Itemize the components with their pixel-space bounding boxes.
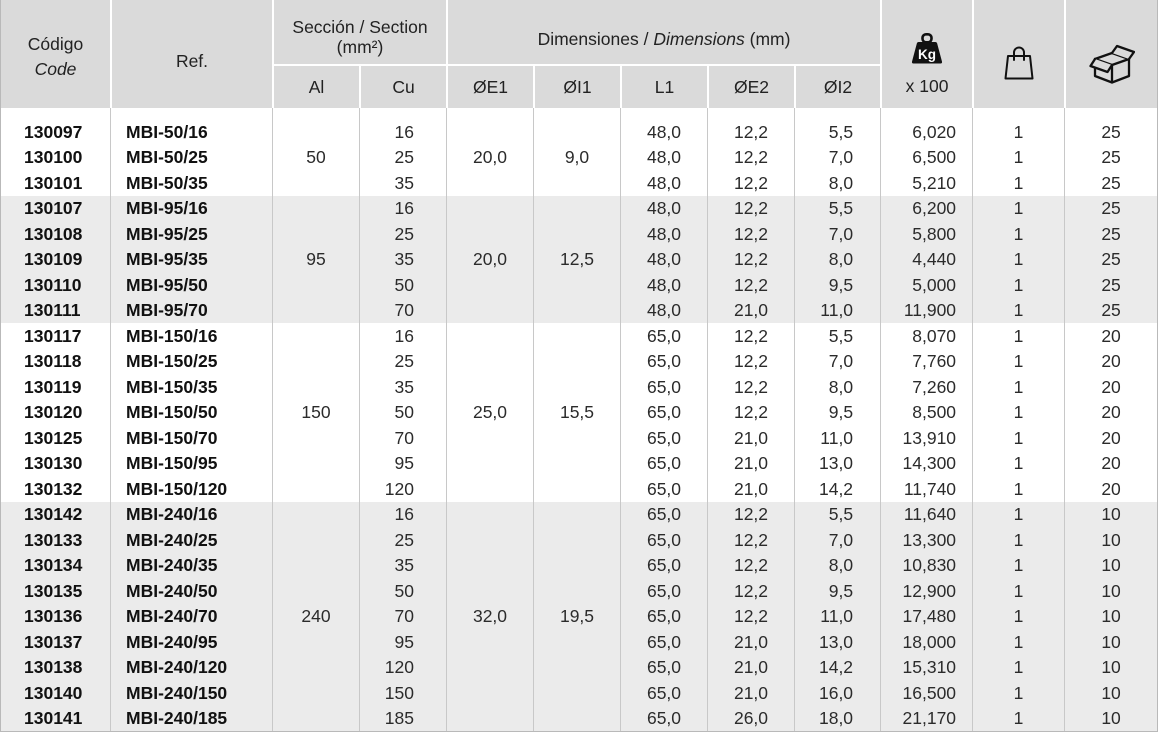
spacer-cell <box>1064 108 1157 119</box>
cell-cu: 35 <box>359 374 446 400</box>
cell-e2: 12,2 <box>707 196 794 222</box>
cell-i2: 5,5 <box>794 323 880 349</box>
cell-cu: 35 <box>359 170 446 196</box>
cell-l1: 65,0 <box>620 680 707 706</box>
cell-weight: 10,830 <box>880 553 972 579</box>
cell-box-qty: 25 <box>1064 145 1157 171</box>
cell-l1: 65,0 <box>620 323 707 349</box>
cell-bag-qty: 1 <box>972 145 1064 171</box>
cell-bag-qty: 1 <box>972 196 1064 222</box>
subheader-e1: ØE1 <box>446 64 533 108</box>
cell-ref: MBI-150/70 <box>110 425 272 451</box>
cell-ref: MBI-50/16 <box>110 119 272 145</box>
cell-al: 240 <box>272 502 359 732</box>
spacer-cell <box>533 108 620 119</box>
cell-cu: 70 <box>359 604 446 630</box>
cell-l1: 48,0 <box>620 298 707 324</box>
cell-i2: 11,0 <box>794 425 880 451</box>
cell-code: 130137 <box>1 629 110 655</box>
cell-l1: 65,0 <box>620 604 707 630</box>
spacer-cell <box>972 108 1064 119</box>
cell-code: 130117 <box>1 323 110 349</box>
cell-box-qty: 10 <box>1064 680 1157 706</box>
table-row <box>1 502 1157 528</box>
cell-e2: 12,2 <box>707 323 794 349</box>
header-code-label-es: Código <box>27 33 84 54</box>
cell-box-qty: 25 <box>1064 221 1157 247</box>
cell-cu: 16 <box>359 119 446 145</box>
cell-weight: 12,900 <box>880 578 972 604</box>
cell-bag-qty: 1 <box>972 680 1064 706</box>
cell-weight: 6,200 <box>880 196 972 222</box>
cell-bag-qty: 1 <box>972 374 1064 400</box>
cell-e1: 25,0 <box>446 323 533 502</box>
cell-weight: 21,170 <box>880 706 972 732</box>
cell-e2: 12,2 <box>707 247 794 273</box>
cell-bag-qty: 1 <box>972 119 1064 145</box>
cell-box-qty: 10 <box>1064 629 1157 655</box>
cell-box-qty: 20 <box>1064 374 1157 400</box>
cell-e2: 21,0 <box>707 680 794 706</box>
cell-cu: 25 <box>359 221 446 247</box>
header-section-unit: (mm²) <box>336 37 384 57</box>
cell-bag-qty: 1 <box>972 170 1064 196</box>
cell-ref: MBI-150/120 <box>110 476 272 502</box>
cell-l1: 48,0 <box>620 119 707 145</box>
header-row-top <box>1 0 1157 64</box>
cell-ref: MBI-150/25 <box>110 349 272 375</box>
header-ref: Ref. <box>110 0 272 108</box>
cell-i1: 19,5 <box>533 502 620 732</box>
cell-box-qty: 20 <box>1064 476 1157 502</box>
cell-bag-qty: 1 <box>972 272 1064 298</box>
cell-al: 150 <box>272 323 359 502</box>
cell-weight: 8,070 <box>880 323 972 349</box>
cell-box-qty: 25 <box>1064 298 1157 324</box>
cell-ref: MBI-240/185 <box>110 706 272 732</box>
cell-weight: 16,500 <box>880 680 972 706</box>
cell-i2: 7,0 <box>794 349 880 375</box>
cell-cu: 150 <box>359 680 446 706</box>
cell-weight: 14,300 <box>880 451 972 477</box>
cell-i1: 12,5 <box>533 196 620 324</box>
cell-l1: 65,0 <box>620 451 707 477</box>
cell-l1: 65,0 <box>620 706 707 732</box>
cell-weight: 6,500 <box>880 145 972 171</box>
cell-i2: 8,0 <box>794 374 880 400</box>
cell-e2: 12,2 <box>707 272 794 298</box>
cell-ref: MBI-95/35 <box>110 247 272 273</box>
cell-bag-qty: 1 <box>972 400 1064 426</box>
cell-bag-qty: 1 <box>972 578 1064 604</box>
subheader-i2: ØI2 <box>794 64 880 108</box>
cell-weight: 15,310 <box>880 655 972 681</box>
subheader-i1: ØI1 <box>533 64 620 108</box>
cell-weight: 5,000 <box>880 272 972 298</box>
cell-box-qty: 10 <box>1064 655 1157 681</box>
cell-l1: 48,0 <box>620 221 707 247</box>
cell-box-qty: 20 <box>1064 451 1157 477</box>
cell-weight: 4,440 <box>880 247 972 273</box>
header-weight <box>880 0 972 64</box>
cell-e2: 21,0 <box>707 298 794 324</box>
cell-cu: 50 <box>359 272 446 298</box>
cell-e2: 12,2 <box>707 349 794 375</box>
cell-e2: 21,0 <box>707 655 794 681</box>
cell-bag-qty: 1 <box>972 298 1064 324</box>
spacer-cell <box>880 108 972 119</box>
cell-bag-qty: 1 <box>972 502 1064 528</box>
cell-bag-qty: 1 <box>972 553 1064 579</box>
cell-e2: 12,2 <box>707 221 794 247</box>
cell-cu: 95 <box>359 629 446 655</box>
cell-weight: 13,300 <box>880 527 972 553</box>
cell-cu: 16 <box>359 196 446 222</box>
cell-e2: 21,0 <box>707 476 794 502</box>
header-section-title: Sección / Section <box>292 17 428 37</box>
cell-ref: MBI-95/50 <box>110 272 272 298</box>
cell-l1: 65,0 <box>620 374 707 400</box>
weight-icon-label: Kg <box>918 47 937 62</box>
cell-l1: 65,0 <box>620 655 707 681</box>
cell-code: 130134 <box>1 553 110 579</box>
cell-i2: 9,5 <box>794 272 880 298</box>
cell-ref: MBI-240/35 <box>110 553 272 579</box>
cell-weight: 11,740 <box>880 476 972 502</box>
cell-box-qty: 20 <box>1064 400 1157 426</box>
cell-ref: MBI-95/25 <box>110 221 272 247</box>
cell-e2: 21,0 <box>707 425 794 451</box>
subheader-l1: L1 <box>620 64 707 108</box>
cell-i2: 11,0 <box>794 298 880 324</box>
cell-e2: 26,0 <box>707 706 794 732</box>
cell-bag-qty: 1 <box>972 629 1064 655</box>
cell-cu: 70 <box>359 425 446 451</box>
subheader-e2: ØE2 <box>707 64 794 108</box>
cell-code: 130118 <box>1 349 110 375</box>
cell-i2: 14,2 <box>794 476 880 502</box>
table-header <box>1 0 1157 108</box>
cell-box-qty: 20 <box>1064 349 1157 375</box>
cell-ref: MBI-50/25 <box>110 145 272 171</box>
cell-l1: 48,0 <box>620 196 707 222</box>
subheader-al: Al <box>272 64 359 108</box>
cell-weight: 7,260 <box>880 374 972 400</box>
header-bag-quantity <box>972 0 1064 108</box>
cell-box-qty: 10 <box>1064 604 1157 630</box>
cell-e2: 12,2 <box>707 553 794 579</box>
cell-ref: MBI-240/95 <box>110 629 272 655</box>
cell-l1: 65,0 <box>620 425 707 451</box>
cell-box-qty: 10 <box>1064 706 1157 732</box>
cell-cu: 25 <box>359 527 446 553</box>
cell-code: 130141 <box>1 706 110 732</box>
cell-code: 130107 <box>1 196 110 222</box>
cell-i2: 16,0 <box>794 680 880 706</box>
cell-i2: 11,0 <box>794 604 880 630</box>
cell-al: 95 <box>272 196 359 324</box>
spacer-cell <box>620 108 707 119</box>
table-body <box>1 108 1157 731</box>
cell-i2: 5,5 <box>794 502 880 528</box>
subheader-cu: Cu <box>359 64 446 108</box>
cell-weight: 17,480 <box>880 604 972 630</box>
cell-ref: MBI-95/70 <box>110 298 272 324</box>
cell-i2: 13,0 <box>794 451 880 477</box>
cell-l1: 65,0 <box>620 527 707 553</box>
cell-cu: 16 <box>359 323 446 349</box>
cell-box-qty: 10 <box>1064 578 1157 604</box>
cell-weight: 6,020 <box>880 119 972 145</box>
cell-code: 130101 <box>1 170 110 196</box>
subheader-weight-unit: x 100 <box>880 64 972 108</box>
spacer-cell <box>359 108 446 119</box>
cell-ref: MBI-150/50 <box>110 400 272 426</box>
cell-bag-qty: 1 <box>972 221 1064 247</box>
cell-cu: 120 <box>359 476 446 502</box>
cell-box-qty: 25 <box>1064 196 1157 222</box>
cell-bag-qty: 1 <box>972 527 1064 553</box>
cell-weight: 7,760 <box>880 349 972 375</box>
header-box-quantity <box>1064 0 1157 108</box>
open-box-icon <box>1089 44 1135 84</box>
cell-i2: 7,0 <box>794 145 880 171</box>
cell-i2: 5,5 <box>794 196 880 222</box>
cell-weight: 11,640 <box>880 502 972 528</box>
header-code-label-en: Code <box>34 58 77 79</box>
cell-code: 130108 <box>1 221 110 247</box>
cell-bag-qty: 1 <box>972 604 1064 630</box>
cell-e2: 12,2 <box>707 374 794 400</box>
cell-code: 130142 <box>1 502 110 528</box>
cell-l1: 48,0 <box>620 272 707 298</box>
cell-al: 50 <box>272 119 359 196</box>
spacer-cell <box>272 108 359 119</box>
cell-e2: 12,2 <box>707 145 794 171</box>
cell-bag-qty: 1 <box>972 451 1064 477</box>
cell-box-qty: 10 <box>1064 553 1157 579</box>
cell-box-qty: 25 <box>1064 119 1157 145</box>
cell-bag-qty: 1 <box>972 349 1064 375</box>
cell-box-qty: 20 <box>1064 425 1157 451</box>
cell-code: 130140 <box>1 680 110 706</box>
cell-i1: 15,5 <box>533 323 620 502</box>
cell-i2: 18,0 <box>794 706 880 732</box>
cell-code: 130138 <box>1 655 110 681</box>
cell-l1: 65,0 <box>620 578 707 604</box>
cell-i2: 13,0 <box>794 629 880 655</box>
cell-cu: 95 <box>359 451 446 477</box>
header-section <box>272 0 446 64</box>
cell-bag-qty: 1 <box>972 323 1064 349</box>
cell-cu: 50 <box>359 578 446 604</box>
cell-weight: 5,210 <box>880 170 972 196</box>
cell-ref: MBI-240/70 <box>110 604 272 630</box>
cell-ref: MBI-240/150 <box>110 680 272 706</box>
cell-e2: 12,2 <box>707 119 794 145</box>
cell-l1: 48,0 <box>620 145 707 171</box>
cell-e2: 12,2 <box>707 578 794 604</box>
cell-ref: MBI-150/35 <box>110 374 272 400</box>
cell-i2: 5,5 <box>794 119 880 145</box>
cell-cu: 16 <box>359 502 446 528</box>
header-dimensions-es: Dimensiones / <box>537 28 649 49</box>
cell-cu: 50 <box>359 400 446 426</box>
cell-weight: 11,900 <box>880 298 972 324</box>
cell-code: 130097 <box>1 119 110 145</box>
spacer-cell <box>794 108 880 119</box>
cell-code: 130125 <box>1 425 110 451</box>
cell-box-qty: 10 <box>1064 527 1157 553</box>
cell-weight: 18,000 <box>880 629 972 655</box>
cell-e1: 20,0 <box>446 119 533 196</box>
cell-bag-qty: 1 <box>972 247 1064 273</box>
cell-box-qty: 25 <box>1064 272 1157 298</box>
cell-bag-qty: 1 <box>972 425 1064 451</box>
cell-e2: 21,0 <box>707 451 794 477</box>
cell-code: 130132 <box>1 476 110 502</box>
cell-box-qty: 10 <box>1064 502 1157 528</box>
table-row <box>1 196 1157 222</box>
cell-code: 130111 <box>1 298 110 324</box>
table-row <box>1 323 1157 349</box>
cell-i1: 9,0 <box>533 119 620 196</box>
cell-cu: 120 <box>359 655 446 681</box>
cell-l1: 65,0 <box>620 502 707 528</box>
cell-i2: 8,0 <box>794 247 880 273</box>
cell-code: 130119 <box>1 374 110 400</box>
cell-e1: 20,0 <box>446 196 533 324</box>
header-code <box>1 0 110 108</box>
cell-cu: 185 <box>359 706 446 732</box>
cell-e2: 12,2 <box>707 400 794 426</box>
cell-code: 130100 <box>1 145 110 171</box>
cell-ref: MBI-240/50 <box>110 578 272 604</box>
cell-cu: 25 <box>359 349 446 375</box>
cell-ref: MBI-240/25 <box>110 527 272 553</box>
header-dimensions-en: Dimensions <box>653 28 745 49</box>
cell-l1: 65,0 <box>620 553 707 579</box>
cell-i2: 14,2 <box>794 655 880 681</box>
cell-cu: 25 <box>359 145 446 171</box>
shopping-bag-icon <box>1004 44 1034 80</box>
cell-box-qty: 25 <box>1064 170 1157 196</box>
spacer-cell <box>110 108 272 119</box>
cell-ref: MBI-240/16 <box>110 502 272 528</box>
header-dimensions <box>446 0 880 64</box>
cell-e2: 12,2 <box>707 527 794 553</box>
cell-weight: 13,910 <box>880 425 972 451</box>
cell-box-qty: 20 <box>1064 323 1157 349</box>
cell-l1: 48,0 <box>620 170 707 196</box>
cell-bag-qty: 1 <box>972 476 1064 502</box>
cell-box-qty: 25 <box>1064 247 1157 273</box>
cell-e2: 12,2 <box>707 170 794 196</box>
cell-i2: 8,0 <box>794 170 880 196</box>
cell-code: 130133 <box>1 527 110 553</box>
cell-l1: 48,0 <box>620 247 707 273</box>
cell-i2: 7,0 <box>794 221 880 247</box>
cell-bag-qty: 1 <box>972 706 1064 732</box>
cell-weight: 8,500 <box>880 400 972 426</box>
cell-code: 130136 <box>1 604 110 630</box>
spacer-cell <box>707 108 794 119</box>
spacer-cell <box>446 108 533 119</box>
cell-i2: 8,0 <box>794 553 880 579</box>
cell-code: 130109 <box>1 247 110 273</box>
spacer-cell <box>1 108 110 119</box>
cell-l1: 65,0 <box>620 629 707 655</box>
cell-cu: 70 <box>359 298 446 324</box>
cell-i2: 9,5 <box>794 578 880 604</box>
cell-e2: 12,2 <box>707 604 794 630</box>
cell-l1: 65,0 <box>620 400 707 426</box>
cell-code: 130135 <box>1 578 110 604</box>
cell-code: 130120 <box>1 400 110 426</box>
cell-ref: MBI-50/35 <box>110 170 272 196</box>
cell-i2: 7,0 <box>794 527 880 553</box>
cell-code: 130110 <box>1 272 110 298</box>
cell-e1: 32,0 <box>446 502 533 732</box>
header-dimensions-unit: (mm) <box>749 28 791 49</box>
weight-kg-icon <box>911 33 943 64</box>
cell-e2: 21,0 <box>707 629 794 655</box>
cell-bag-qty: 1 <box>972 655 1064 681</box>
cell-i2: 9,5 <box>794 400 880 426</box>
cell-ref: MBI-95/16 <box>110 196 272 222</box>
cell-ref: MBI-240/120 <box>110 655 272 681</box>
cell-ref: MBI-150/95 <box>110 451 272 477</box>
cell-l1: 65,0 <box>620 476 707 502</box>
cell-ref: MBI-150/16 <box>110 323 272 349</box>
cell-code: 130130 <box>1 451 110 477</box>
cell-cu: 35 <box>359 553 446 579</box>
cell-e2: 12,2 <box>707 502 794 528</box>
cell-l1: 65,0 <box>620 349 707 375</box>
table-row <box>1 119 1157 145</box>
cell-weight: 5,800 <box>880 221 972 247</box>
cell-cu: 35 <box>359 247 446 273</box>
body-top-spacer <box>1 108 1157 119</box>
